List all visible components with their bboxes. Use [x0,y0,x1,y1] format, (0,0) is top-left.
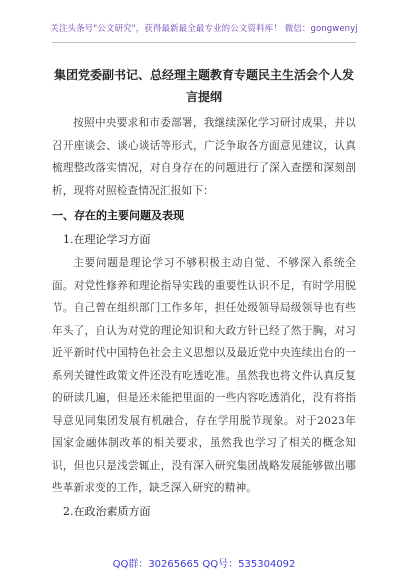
subsection-1-paragraph: 主要问题是理论学习不够积极主动自觉、不够深入系统全面。对党性修养和理论指导实践的重要性认识不足，有时学用脱节。自己曾在组织部门工作多年，担任处级领导局级领导也有些年头了，自认为对党的理论知识和大政方针已经了然于胸，对习近平新时代中国特色社会主义思想以及最近党中央连续出台的一系列关键性政策文件还没有吃透吃准。虽然我也将文件认真反复的研读几遍，但是还未能把里面的一些内容吃透消化，没有将指导意见同集团发展有机融合，存在学用脱节现象。对于2023年国家金融体制改革的相关要求，虽然我也学习了相关的概念知识，但也只是浅尝辄止，没有深入研究集团战略发展能够做出哪些革新求变的工作，缺乏深入研究的精神。 [52,257,356,494]
subsection-heading-2: 2.在政治素质方面 [63,504,151,518]
header-banner: 关注头条号"公文研究"，获得最新最全最专业的公文资料库！ 微信：gongwenyj [50,24,358,34]
footer-contact: QQ群：30265665 QQ号：535304092 [112,559,296,570]
document-body [52,58,356,524]
header-divider [52,42,356,43]
section-heading-1: 一、存在的主要问题及表现 [52,209,184,222]
subsection-heading-1: 1.在理论学习方面 [63,233,151,246]
document-title: 集团党委副书记、总经理主题教育专题民主生活会个人发言提纲 [53,68,354,104]
intro-paragraph: 按照中央要求和市委部署，我继续深化学习研讨成果，并以召开座谈会、谈心谈话等形式，广泛争取各方面意见建议，认真梳理整改落实情况，对自身存在的问题进行了深入查摆和深刻剖析，现将对照检查情况汇报如下： [52,117,356,197]
